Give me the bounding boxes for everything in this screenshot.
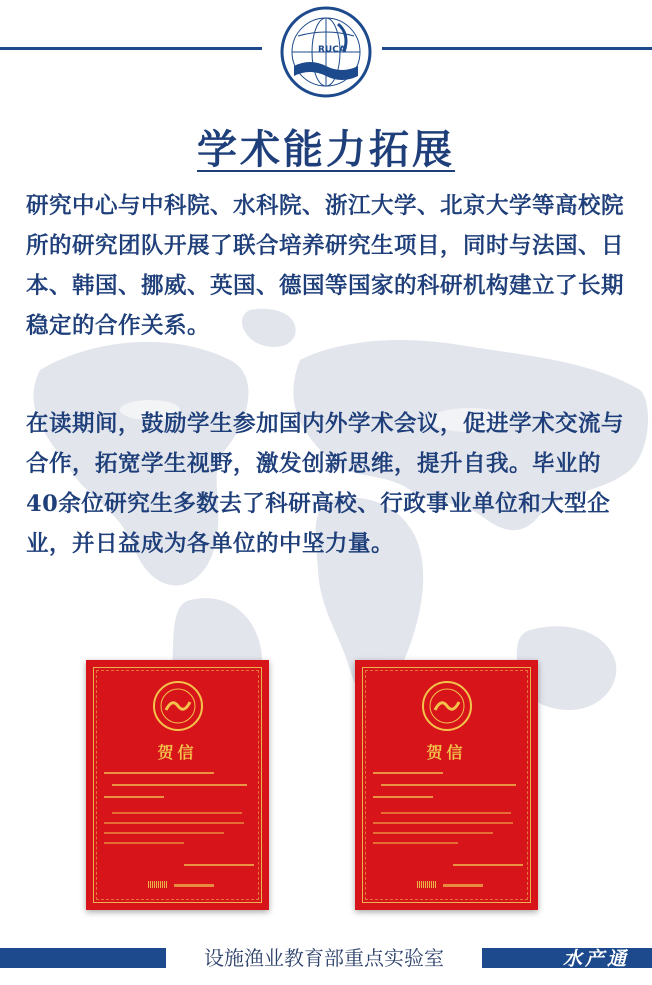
brand-watermark: 水产通	[562, 948, 629, 970]
footer-lab-name: 设施渔业教育部重点实验室	[204, 946, 444, 970]
certificate-text-line	[104, 832, 224, 834]
certificate-text-line	[381, 784, 516, 786]
certificate-text-line	[373, 822, 513, 824]
certificate-signature-line	[184, 864, 254, 866]
certificate-barcode	[148, 881, 168, 888]
globe-waves-logo-icon	[280, 6, 372, 98]
paragraph-cooperation: 研究中心与中科院、水科院、浙江大学、北京大学等高校院所的研究团队开展了联合培养研究生项目，同时与法国、日本、韩国、挪威、英国、德国等国家的科研机构建立了长期稳定的合作关系。	[26, 193, 625, 339]
certificate-text-line	[373, 796, 433, 798]
page-title-text: 学术能力拓展	[197, 126, 455, 173]
paragraph-student-development: 在读期间，鼓励学生参加国内外学术会议，促进学术交流与合作，拓宽学生视野，激发创新思维，提升自我。毕业的40余位研究生多数去了科研高校、行政事业单位和大型企业，并日益成为各单位的中坚力量。	[26, 411, 625, 557]
certificate-heading: 贺信	[426, 743, 467, 762]
scholarship-emblem-icon	[421, 680, 473, 732]
certificate-text-line	[373, 842, 458, 844]
logo-text: RUCA	[318, 45, 346, 55]
page-title	[0, 118, 652, 175]
certificate-text-line	[373, 832, 493, 834]
certificate-text-line	[373, 772, 443, 774]
header-rule-left	[0, 47, 262, 50]
certificate-signature-line	[453, 864, 523, 866]
certificate-image-2	[355, 660, 538, 910]
certificate-image-1	[86, 660, 269, 910]
certificate-text-line	[381, 812, 511, 814]
certificate-text-line	[104, 842, 184, 844]
scholarship-emblem-icon	[152, 680, 204, 732]
certificate-barcode	[417, 881, 437, 888]
certificate-text-line	[104, 796, 164, 798]
certificate-heading: 贺信	[157, 743, 198, 762]
certificate-text-line	[104, 772, 214, 774]
certificate-text-line	[104, 822, 244, 824]
certificate-text-line	[112, 812, 242, 814]
certificate-footer-line	[443, 884, 483, 887]
certificate-footer-line	[174, 884, 214, 887]
header-rule-right	[382, 47, 652, 50]
certificate-text-line	[112, 784, 247, 786]
footer-bar-left	[0, 948, 166, 968]
